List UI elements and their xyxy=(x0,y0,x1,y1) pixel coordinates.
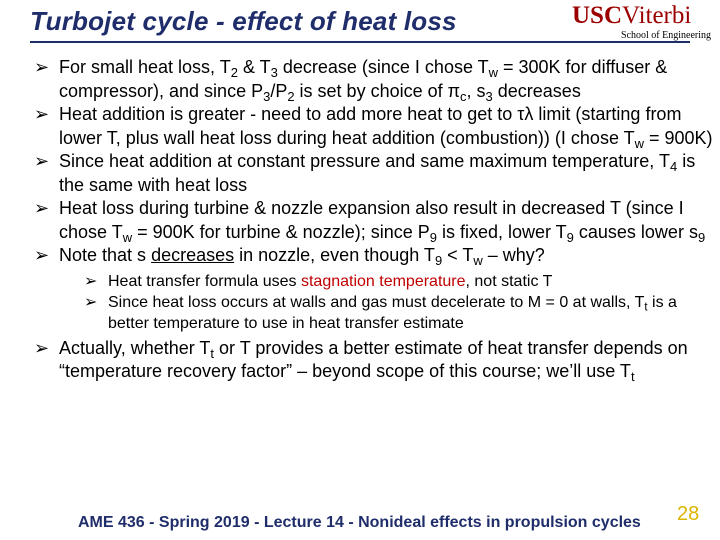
arrow-bullet-icon: ➢ xyxy=(34,104,50,124)
arrow-bullet-icon: ➢ xyxy=(34,57,50,77)
arrow-bullet-icon: ➢ xyxy=(84,272,98,290)
arrow-bullet-icon: ➢ xyxy=(34,151,50,171)
bullet-heat-addition: ➢ Heat addition is greater - need to add more heat to get to τλ limit (starting from lower T, plus wall heat loss during heat addition (combustion)) (I chose $T_w = 900K$) xyxy=(34,104,713,151)
logo-school-text: School of Engineering xyxy=(621,30,711,41)
bullet-constant-pressure: ➢ Since heat addition at constant pressure and same maximum temperature, $T_4$ is the same with heat loss xyxy=(34,151,696,195)
page-number: 28 xyxy=(677,503,700,525)
bullet-turbine-nozzle: ➢ Heat loss during turbine & nozzle expansion also result in decreased T (since I chose $T_w = 900K$ for turbine & nozzle); since $P_9$ is fixed, lower $T_9$ causes lower $s_9$ xyxy=(34,198,706,245)
usc-viterbi-logo xyxy=(572,2,717,42)
arrow-bullet-icon: ➢ xyxy=(34,245,50,265)
arrow-bullet-icon: ➢ xyxy=(84,293,98,311)
bullet-recovery-factor: ➢ Actually, whether $T_t$ or T provides a better estimate of heat transfer depends on “temperature recovery factor” – beyond scope of this course; we’ll use $T_t$ xyxy=(34,337,688,384)
logo-usc-text: USC xyxy=(572,2,623,29)
arrow-bullet-icon: ➢ xyxy=(34,198,50,218)
slide-body xyxy=(34,56,714,384)
bullet-heat-loss-t2-t3: ➢ For small heat loss, $T_2$ & $T_3$ decrease (since I chose $T_w = 300K$ for diffuser & compressor), and since $P_3/P_2$ is set by choice of $\pi_c$, $s_3$ decreases xyxy=(34,57,668,104)
bullet-entropy-note: ➢ Note that s decreases in nozzle, even though $T_9 < T_w$ – why? xyxy=(34,245,545,268)
subbullet-stagnation: ➢ Heat transfer formula uses stagnation temperature, not static T xyxy=(84,272,553,290)
footer-text: AME 436 - Spring 2019 - Lecture 14 - Nonideal effects in propulsion cycles xyxy=(78,514,641,531)
subbullet-walls: ➢ Since heat loss occurs at walls and gas must decelerate to M = 0 at walls, $T_t$ is a better temperature to use in heat transfer estimate xyxy=(84,293,677,332)
slide-title: Turbojet cycle - effect of heat loss xyxy=(30,6,457,36)
arrow-bullet-icon: ➢ xyxy=(34,337,50,358)
logo-viterbi-text: Viterbi xyxy=(622,2,692,29)
